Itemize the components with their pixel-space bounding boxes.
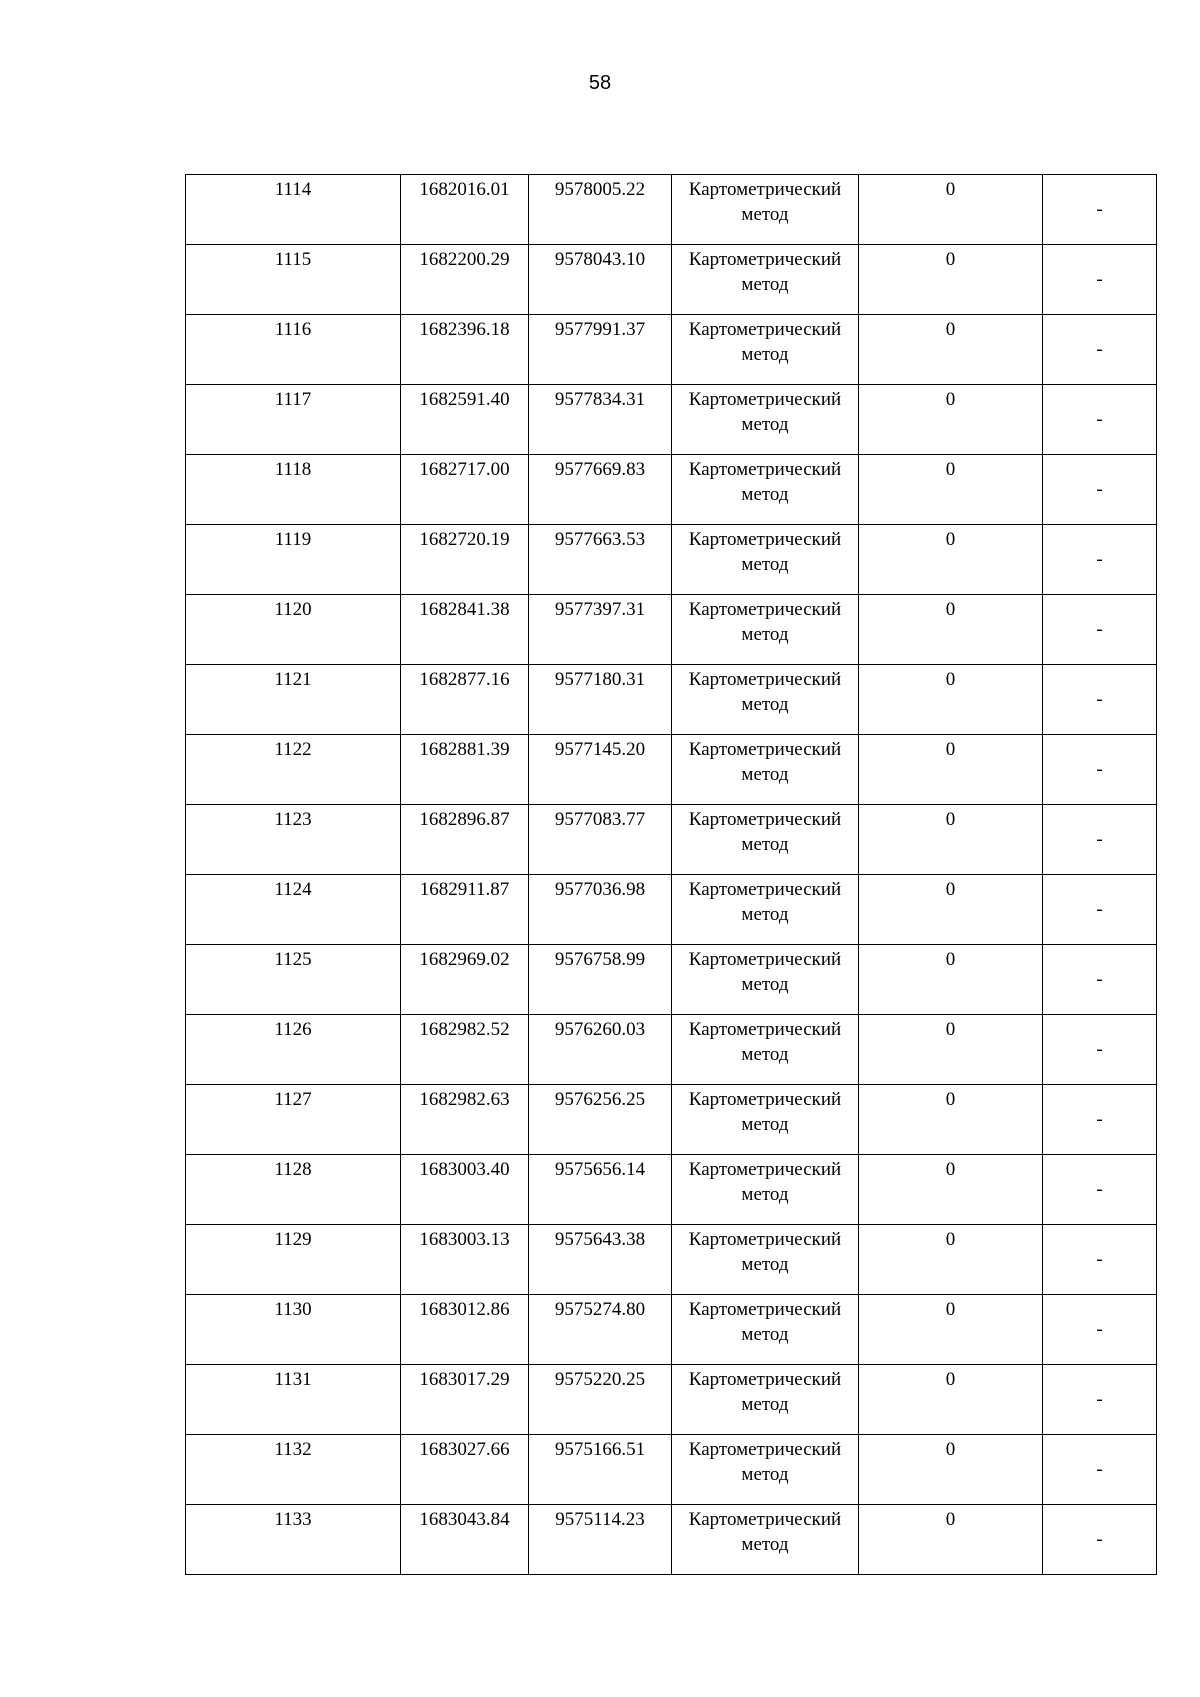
point-number-cell: 1125 <box>186 945 401 1015</box>
y-coordinate-cell: 9577180.31 <box>529 665 672 735</box>
method-cell: Картометрический метод <box>672 1015 859 1085</box>
error-cell: 0 <box>859 385 1043 455</box>
error-cell: 0 <box>859 525 1043 595</box>
table-row <box>186 945 1157 1015</box>
method-cell: Картометрический метод <box>672 805 859 875</box>
note-cell: - <box>1043 1365 1157 1435</box>
table-row <box>186 245 1157 315</box>
x-coordinate-cell: 1683012.86 <box>401 1295 529 1365</box>
method-cell: Картометрический метод <box>672 1435 859 1505</box>
error-cell: 0 <box>859 595 1043 665</box>
note-cell: - <box>1043 385 1157 455</box>
method-cell: Картометрический метод <box>672 1225 859 1295</box>
error-cell: 0 <box>859 1225 1043 1295</box>
x-coordinate-cell: 1682982.52 <box>401 1015 529 1085</box>
note-cell: - <box>1043 1155 1157 1225</box>
error-cell: 0 <box>859 875 1043 945</box>
y-coordinate-cell: 9577991.37 <box>529 315 672 385</box>
point-number-cell: 1120 <box>186 595 401 665</box>
y-coordinate-cell: 9577834.31 <box>529 385 672 455</box>
table-row <box>186 665 1157 735</box>
table-row <box>186 805 1157 875</box>
x-coordinate-cell: 1682720.19 <box>401 525 529 595</box>
method-cell: Картометрический метод <box>672 735 859 805</box>
table-row <box>186 1435 1157 1505</box>
method-cell: Картометрический метод <box>672 1295 859 1365</box>
y-coordinate-cell: 9577145.20 <box>529 735 672 805</box>
point-number-cell: 1114 <box>186 175 401 245</box>
note-cell: - <box>1043 1015 1157 1085</box>
note-cell: - <box>1043 525 1157 595</box>
table-row <box>186 455 1157 525</box>
x-coordinate-cell: 1682881.39 <box>401 735 529 805</box>
method-cell: Картометрический метод <box>672 385 859 455</box>
y-coordinate-cell: 9575643.38 <box>529 1225 672 1295</box>
note-cell: - <box>1043 1085 1157 1155</box>
point-number-cell: 1129 <box>186 1225 401 1295</box>
x-coordinate-cell: 1683027.66 <box>401 1435 529 1505</box>
x-coordinate-cell: 1682877.16 <box>401 665 529 735</box>
point-number-cell: 1127 <box>186 1085 401 1155</box>
error-cell: 0 <box>859 1085 1043 1155</box>
table-row <box>186 595 1157 665</box>
table-row <box>186 1225 1157 1295</box>
point-number-cell: 1126 <box>186 1015 401 1085</box>
method-cell: Картометрический метод <box>672 525 859 595</box>
table-row <box>186 1085 1157 1155</box>
x-coordinate-cell: 1682841.38 <box>401 595 529 665</box>
y-coordinate-cell: 9577669.83 <box>529 455 672 525</box>
note-cell: - <box>1043 1225 1157 1295</box>
y-coordinate-cell: 9576758.99 <box>529 945 672 1015</box>
x-coordinate-cell: 1682717.00 <box>401 455 529 525</box>
point-number-cell: 1115 <box>186 245 401 315</box>
table-row <box>186 315 1157 385</box>
table-row <box>186 1015 1157 1085</box>
x-coordinate-cell: 1682969.02 <box>401 945 529 1015</box>
y-coordinate-cell: 9578043.10 <box>529 245 672 315</box>
y-coordinate-cell: 9575656.14 <box>529 1155 672 1225</box>
method-cell: Картометрический метод <box>672 315 859 385</box>
y-coordinate-cell: 9577397.31 <box>529 595 672 665</box>
note-cell: - <box>1043 245 1157 315</box>
table-row <box>186 1155 1157 1225</box>
note-cell: - <box>1043 595 1157 665</box>
point-number-cell: 1119 <box>186 525 401 595</box>
coordinates-table <box>185 174 1157 1575</box>
y-coordinate-cell: 9576256.25 <box>529 1085 672 1155</box>
x-coordinate-cell: 1682200.29 <box>401 245 529 315</box>
note-cell: - <box>1043 1435 1157 1505</box>
note-cell: - <box>1043 875 1157 945</box>
error-cell: 0 <box>859 1155 1043 1225</box>
table-row <box>186 735 1157 805</box>
y-coordinate-cell: 9576260.03 <box>529 1015 672 1085</box>
point-number-cell: 1131 <box>186 1365 401 1435</box>
x-coordinate-cell: 1683043.84 <box>401 1505 529 1575</box>
method-cell: Картометрический метод <box>672 245 859 315</box>
y-coordinate-cell: 9577083.77 <box>529 805 672 875</box>
y-coordinate-cell: 9575114.23 <box>529 1505 672 1575</box>
note-cell: - <box>1043 805 1157 875</box>
error-cell: 0 <box>859 735 1043 805</box>
note-cell: - <box>1043 945 1157 1015</box>
table-row <box>186 385 1157 455</box>
note-cell: - <box>1043 1295 1157 1365</box>
method-cell: Картометрический метод <box>672 1505 859 1575</box>
point-number-cell: 1128 <box>186 1155 401 1225</box>
error-cell: 0 <box>859 1435 1043 1505</box>
note-cell: - <box>1043 735 1157 805</box>
point-number-cell: 1124 <box>186 875 401 945</box>
method-cell: Картометрический метод <box>672 1365 859 1435</box>
method-cell: Картометрический метод <box>672 1155 859 1225</box>
table-row <box>186 1365 1157 1435</box>
x-coordinate-cell: 1682591.40 <box>401 385 529 455</box>
page-number: 58 <box>588 72 612 94</box>
method-cell: Картометрический метод <box>672 175 859 245</box>
x-coordinate-cell: 1683003.13 <box>401 1225 529 1295</box>
point-number-cell: 1132 <box>186 1435 401 1505</box>
note-cell: - <box>1043 175 1157 245</box>
x-coordinate-cell: 1682982.63 <box>401 1085 529 1155</box>
point-number-cell: 1123 <box>186 805 401 875</box>
table-row <box>186 1505 1157 1575</box>
error-cell: 0 <box>859 315 1043 385</box>
point-number-cell: 1121 <box>186 665 401 735</box>
x-coordinate-cell: 1682016.01 <box>401 175 529 245</box>
note-cell: - <box>1043 315 1157 385</box>
table-row <box>186 875 1157 945</box>
x-coordinate-cell: 1683017.29 <box>401 1365 529 1435</box>
x-coordinate-cell: 1682911.87 <box>401 875 529 945</box>
point-number-cell: 1117 <box>186 385 401 455</box>
note-cell: - <box>1043 665 1157 735</box>
method-cell: Картометрический метод <box>672 1085 859 1155</box>
coordinates-table-body <box>186 175 1157 1575</box>
method-cell: Картометрический метод <box>672 455 859 525</box>
note-cell: - <box>1043 1505 1157 1575</box>
table-row <box>186 175 1157 245</box>
note-cell: - <box>1043 455 1157 525</box>
error-cell: 0 <box>859 175 1043 245</box>
point-number-cell: 1116 <box>186 315 401 385</box>
point-number-cell: 1118 <box>186 455 401 525</box>
y-coordinate-cell: 9575220.25 <box>529 1365 672 1435</box>
x-coordinate-cell: 1682396.18 <box>401 315 529 385</box>
error-cell: 0 <box>859 1365 1043 1435</box>
method-cell: Картометрический метод <box>672 945 859 1015</box>
point-number-cell: 1122 <box>186 735 401 805</box>
error-cell: 0 <box>859 1505 1043 1575</box>
error-cell: 0 <box>859 665 1043 735</box>
x-coordinate-cell: 1682896.87 <box>401 805 529 875</box>
method-cell: Картометрический метод <box>672 875 859 945</box>
y-coordinate-cell: 9578005.22 <box>529 175 672 245</box>
y-coordinate-cell: 9577663.53 <box>529 525 672 595</box>
error-cell: 0 <box>859 1015 1043 1085</box>
y-coordinate-cell: 9575274.80 <box>529 1295 672 1365</box>
method-cell: Картометрический метод <box>672 665 859 735</box>
x-coordinate-cell: 1683003.40 <box>401 1155 529 1225</box>
error-cell: 0 <box>859 945 1043 1015</box>
method-cell: Картометрический метод <box>672 595 859 665</box>
y-coordinate-cell: 9575166.51 <box>529 1435 672 1505</box>
error-cell: 0 <box>859 805 1043 875</box>
table-row <box>186 1295 1157 1365</box>
y-coordinate-cell: 9577036.98 <box>529 875 672 945</box>
point-number-cell: 1130 <box>186 1295 401 1365</box>
point-number-cell: 1133 <box>186 1505 401 1575</box>
error-cell: 0 <box>859 245 1043 315</box>
error-cell: 0 <box>859 455 1043 525</box>
error-cell: 0 <box>859 1295 1043 1365</box>
table-row <box>186 525 1157 595</box>
